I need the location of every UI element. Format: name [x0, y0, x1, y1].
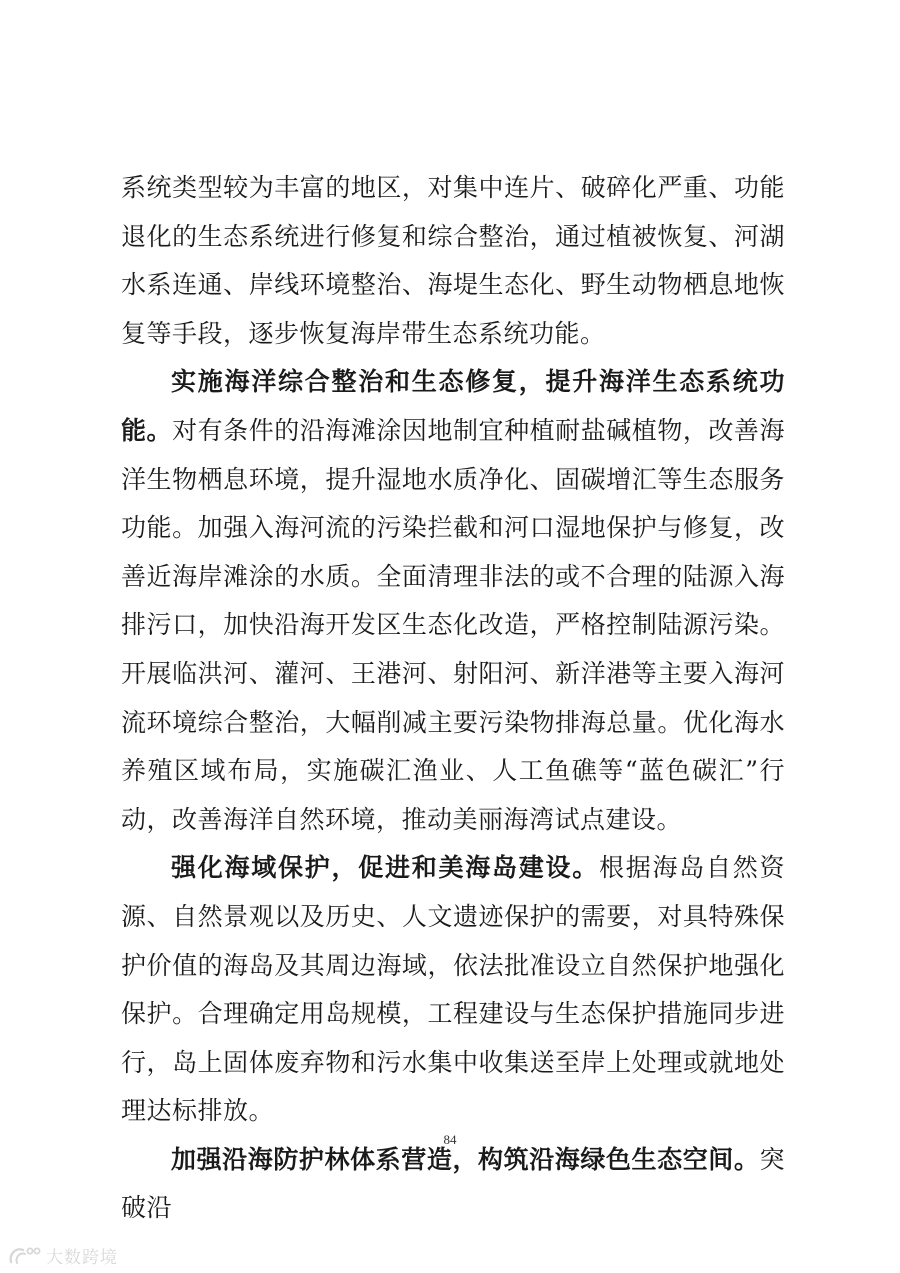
paragraph-text: 系统类型较为丰富的地区，对集中连片、破碎化严重、功能退化的生态系统进行修复和综合整治，通过植被恢复、河湖水系连通、岸线环境整治、海堤生态化、野生动物栖息地恢复等手段，逐步恢复海岸带生态系统功能。: [121, 173, 785, 348]
document-body: [121, 164, 785, 1233]
paragraph-text: 突破沿: [121, 1144, 785, 1223]
page-number: 84: [443, 1132, 457, 1147]
watermark: [8, 1243, 118, 1267]
paragraph-lead: 加强沿海防护林体系营造，构筑沿海绿色生态空间。: [171, 1144, 760, 1174]
watermark-text: 大数跨境: [46, 1247, 118, 1268]
brand-logo-icon: [8, 1244, 42, 1266]
paragraph-lead: 强化海域保护，促进和美海岛建设。: [171, 853, 599, 883]
paragraph-marine-restoration: [121, 358, 785, 844]
paragraph-island-protection: [121, 844, 785, 1136]
paragraph-coastal-forest: [121, 1136, 785, 1233]
paragraph-text: 根据海岛自然资源、自然景观以及历史、人文遗迹保护的需要，对具特殊保护价值的海岛及其周边海域，依法批准设立自然保护地强化保护。合理确定用岛规模，工程建设与生态保护措施同步进行，岛上固体废弃物和污水集中收集送至岸上处理或就地处理达标排放。: [121, 853, 785, 1126]
paragraph-text: 对有条件的沿海滩涂因地制宜种植耐盐碱植物，改善海洋生物栖息环境，提升湿地水质净化、固碳增汇等生态服务功能。加强入海河流的污染拦截和河口湿地保护与修复，改善近海岸滩涂的水质。全面清理非法的或不合理的陆源入海排污口，加快沿海开发区生态化改造，严格控制陆源污染。开展临洪河、灌河、王港河、射阳河、新洋港等主要入海河流环境综合整治，大幅削减主要污染物排海总量。优化海水养殖区域布局，实施碳汇渔业、人工鱼礁等“蓝色碳汇”行动，改善海洋自然环境，推动美丽海湾试点建设。: [121, 415, 785, 834]
paragraph-continuation: [121, 164, 785, 358]
paragraph-lead: 实施海洋综合整治和生态修复，提升海洋生态系统功能。: [121, 367, 785, 445]
